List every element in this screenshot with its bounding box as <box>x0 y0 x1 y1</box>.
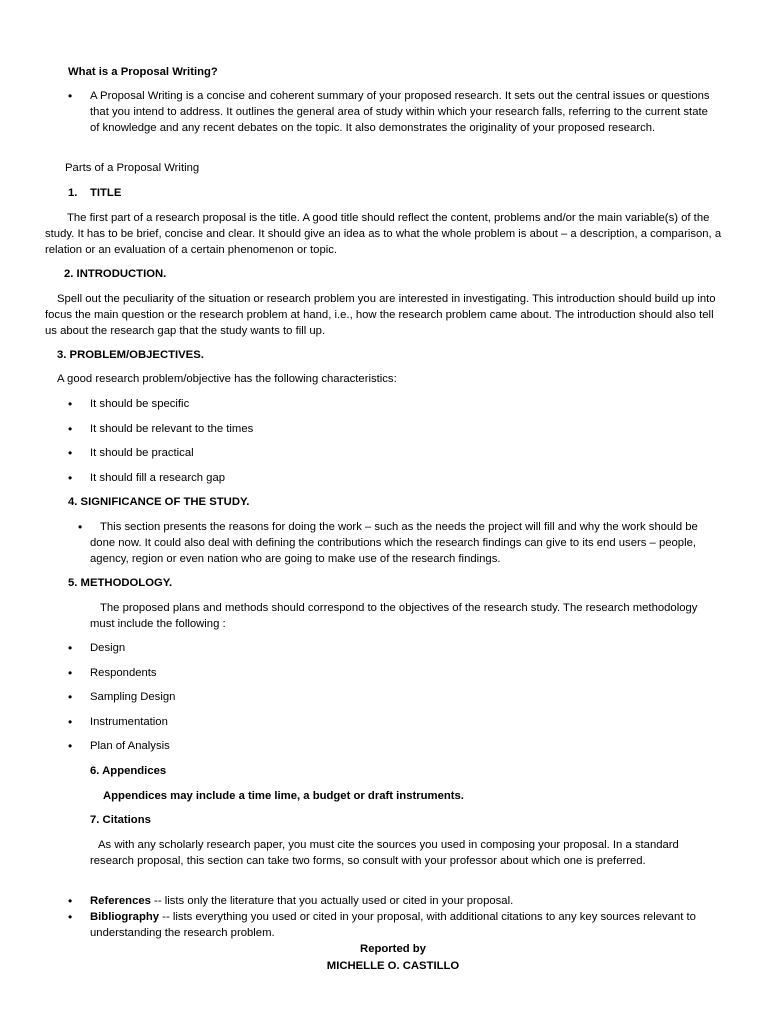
intro-bullet: • A Proposal Writing is a concise and coherent summary of your proposed research. It sets out the central issues or questions that you intend to address. It outlines the general area of study within which your research falls, referring to the current state of knowledge and any recent debates on the topic. It also demonstrates the originality of your proposed research. <box>90 88 720 136</box>
methodology-heading: 5. METHODOLOGY. <box>68 577 173 589</box>
significance-text: • This section presents the reasons for doing the work – such as the needs the project will fill and why the work should be done now. It could also deal with defining the contributions which the research findings can give to its end users – people, agency, region or even nation who are going to make use of the research findings. <box>90 519 720 567</box>
reported-by: Reported by <box>360 943 426 955</box>
list-item: • It should fill a research gap <box>90 470 225 486</box>
list-item: • Design <box>90 640 125 656</box>
list-item: • Respondents <box>90 665 157 681</box>
methodology-text: The proposed plans and methods should correspond to the objectives of the research study. The research methodology must include the following : <box>90 602 698 630</box>
bibliography-item <box>90 909 720 941</box>
references-text: -- lists only the literature that you actually used or cited in your proposal. <box>150 895 514 907</box>
page-title: What is a Proposal Writing? <box>68 66 218 78</box>
reporter-name: MICHELLE O. CASTILLO <box>326 960 460 972</box>
problem-text: A good research problem/objective has the following characteristics: <box>57 373 397 385</box>
list-item: • Instrumentation <box>90 714 168 730</box>
list-item: • It should be relevant to the times <box>90 421 253 437</box>
introduction-text: Spell out the peculiarity of the situation or research problem you are interested in investigating. This introduction should build up into focus the main question or the research problem at hand, i.e., how the research problem came about. The introduction should also tell us about the research gap that the study wants to fill up. <box>45 293 716 337</box>
parts-heading: Parts of a Proposal Writing <box>65 162 200 174</box>
significance-heading: 4. SIGNIFICANCE OF THE STUDY. <box>68 496 250 508</box>
list-item: • It should be specific <box>90 396 189 412</box>
list-item: • It should be practical <box>90 445 194 461</box>
title-section-text: The first part of a research proposal is the title. A good title should reflect the content, problems and/or the main variable(s) of the study. It has to be brief, concise and clear. It should give an idea as to what the whole problem is about – a description, a comparison, a relation or an evaluation of a certain phenomenon or topic. <box>45 212 722 256</box>
bibliography-label: Bibliography <box>90 911 160 923</box>
references-label: References <box>90 895 151 907</box>
list-item: • Plan of Analysis <box>90 738 170 754</box>
appendices-text: Appendices may include a time lime, a budget or draft instruments. <box>103 790 464 802</box>
bibliography-text: -- lists everything you used or cited in your proposal, with additional citations to any key sources relevant to understanding the research problem. <box>90 911 696 939</box>
references-item <box>90 893 720 909</box>
problem-heading: 3. PROBLEM/OBJECTIVES. <box>57 349 204 361</box>
appendices-heading: 6. Appendices <box>90 765 167 777</box>
list-item: • Sampling Design <box>90 689 175 705</box>
citations-heading: 7. Citations <box>90 814 151 826</box>
title-section-heading: 1. TITLE <box>68 187 122 199</box>
introduction-heading: 2. INTRODUCTION. <box>64 268 167 280</box>
citations-text: As with any scholarly research paper, you must cite the sources you used in composing your proposal. In a standard research proposal, this section can take two forms, so consult with your professor about which one is preferred. <box>90 839 679 867</box>
